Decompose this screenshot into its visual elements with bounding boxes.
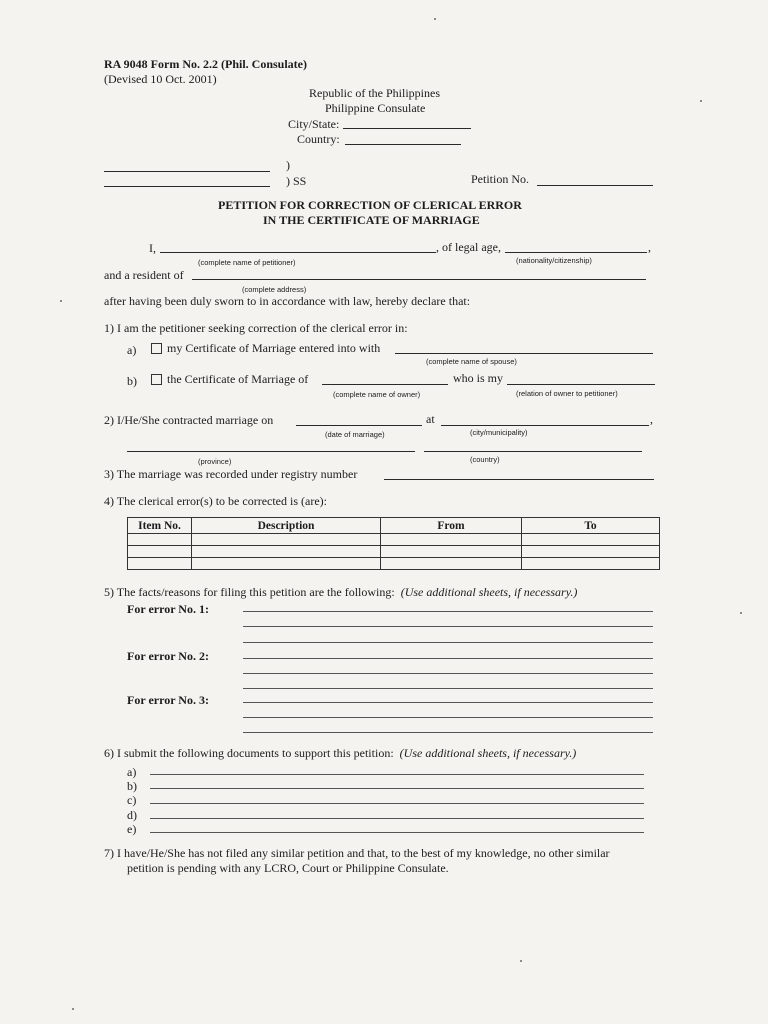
error-table-header — [128, 518, 660, 534]
doc-line-e[interactable] — [150, 832, 644, 833]
item2-text: 2) I/He/She contracted marriage on — [104, 413, 274, 427]
error-table — [127, 517, 660, 570]
scan-speck — [740, 612, 742, 614]
table-cell[interactable] — [192, 534, 381, 546]
doc-label-c: c) — [127, 793, 137, 807]
doc-label-a: a) — [127, 765, 137, 779]
table-cell[interactable] — [381, 534, 522, 546]
doc-line-a[interactable] — [150, 774, 644, 775]
country-field[interactable] — [345, 144, 461, 145]
country-label: Country: — [297, 132, 340, 146]
republic-heading: Republic of the Philippines — [309, 86, 440, 100]
table-cell[interactable] — [128, 546, 192, 558]
item2-at: at — [426, 412, 435, 426]
item6-label: 6) I submit the following documents to support this petition: — [104, 746, 394, 760]
relation-hint: (relation of owner to petitioner) — [516, 389, 618, 398]
error2-label: For error No. 2: — [127, 649, 209, 663]
country-of-marriage-field[interactable] — [424, 451, 642, 452]
item7-line2: petition is pending with any LCRO, Court or Philippine Consulate. — [127, 861, 449, 875]
scan-speck — [434, 18, 436, 20]
scan-speck — [520, 960, 522, 962]
address-hint: (complete address) — [242, 285, 307, 294]
city-state-label: City/State: — [288, 117, 340, 131]
date-hint: (date of marriage) — [325, 430, 385, 439]
form-revision: (Devised 10 Oct. 2001) — [104, 72, 217, 86]
item6-note: (Use additional sheets, if necessary.) — [399, 746, 577, 760]
nationality-hint: (nationality/citizenship) — [516, 256, 592, 265]
col-from: From — [381, 518, 522, 534]
resident-label: and a resident of — [104, 268, 184, 282]
item5-text — [104, 585, 577, 600]
item1a-text: my Certificate of Marriage entered into with — [167, 341, 381, 355]
table-row — [128, 546, 660, 558]
table-cell[interactable] — [522, 534, 660, 546]
petition-no-label: Petition No. — [471, 172, 530, 186]
table-row — [128, 558, 660, 570]
sworn-statement: after having been duly sworn to in accordance with law, hereby declare that: — [104, 294, 471, 308]
form-title-line1: PETITION FOR CORRECTION OF CLERICAL ERROR — [218, 198, 522, 212]
legal-age-label: , of legal age, — [436, 240, 501, 254]
city-state-field[interactable] — [343, 128, 471, 129]
error2-line-3[interactable] — [243, 688, 653, 689]
error3-line-1[interactable] — [243, 702, 653, 703]
province-field[interactable] — [127, 451, 415, 452]
item1a-checkbox[interactable] — [151, 343, 162, 354]
table-cell[interactable] — [522, 558, 660, 570]
form-title-line2: IN THE CERTIFICATE OF MARRIAGE — [263, 213, 480, 227]
item3-text: 3) The marriage was recorded under registry number — [104, 467, 358, 481]
error2-line-1[interactable] — [243, 658, 653, 659]
relation-field[interactable] — [507, 384, 655, 385]
table-cell[interactable] — [381, 546, 522, 558]
caption-paren: ) — [286, 158, 290, 172]
table-cell[interactable] — [522, 546, 660, 558]
spouse-name-field[interactable] — [395, 353, 653, 354]
table-row — [128, 534, 660, 546]
ss-label: ) SS — [286, 174, 307, 188]
item1-text: 1) I am the petitioner seeking correction of the clerical error in: — [104, 321, 408, 335]
consulate-heading: Philippine Consulate — [325, 101, 426, 115]
venue-field-2[interactable] — [104, 186, 270, 187]
error3-line-3[interactable] — [243, 732, 653, 733]
item6-text — [104, 746, 576, 761]
owner-hint: (complete name of owner) — [333, 390, 421, 399]
table-cell[interactable] — [128, 534, 192, 546]
item2-comma: , — [650, 412, 653, 426]
spouse-hint: (complete name of spouse) — [426, 357, 517, 366]
owner-name-field[interactable] — [322, 384, 448, 385]
col-item-no: Item No. — [128, 518, 192, 534]
item5-note: (Use additional sheets, if necessary.) — [400, 585, 578, 599]
city-hint: (city/municipality) — [470, 428, 528, 437]
table-cell[interactable] — [381, 558, 522, 570]
country-hint: (country) — [470, 455, 500, 464]
item5-label: 5) The facts/reasons for filing this petition are the following: — [104, 585, 395, 599]
item1b-text: the Certificate of Marriage of — [167, 372, 309, 386]
col-description: Description — [192, 518, 381, 534]
error1-line-3[interactable] — [243, 642, 653, 643]
registry-number-field[interactable] — [384, 479, 654, 480]
address-field[interactable] — [192, 279, 646, 280]
i-label: I, — [149, 241, 156, 255]
scan-speck — [700, 100, 702, 102]
table-cell[interactable] — [192, 558, 381, 570]
table-cell[interactable] — [128, 558, 192, 570]
doc-label-b: b) — [127, 779, 137, 793]
province-hint: (province) — [198, 457, 232, 466]
petitioner-hint: (complete name of petitioner) — [198, 258, 296, 267]
error3-line-2[interactable] — [243, 717, 653, 718]
table-cell[interactable] — [192, 546, 381, 558]
doc-line-c[interactable] — [150, 803, 644, 804]
error3-label: For error No. 3: — [127, 693, 209, 707]
intro-comma: , — [648, 240, 651, 254]
doc-label-d: d) — [127, 808, 137, 822]
error1-line-2[interactable] — [243, 626, 653, 627]
city-municipality-field[interactable] — [441, 425, 649, 426]
error2-line-2[interactable] — [243, 673, 653, 674]
marriage-date-field[interactable] — [296, 425, 422, 426]
petitioner-name-field[interactable] — [160, 252, 436, 253]
error1-line-1[interactable] — [243, 611, 653, 612]
col-to: To — [522, 518, 660, 534]
doc-line-b[interactable] — [150, 788, 644, 789]
item7-line1: 7) I have/He/She has not filed any similar petition and that, to the best of my knowledge, no other similar — [104, 846, 610, 860]
nationality-field[interactable] — [505, 252, 647, 253]
scan-speck — [60, 300, 62, 302]
petition-no-field[interactable] — [537, 185, 653, 186]
venue-field-1[interactable] — [104, 171, 270, 172]
form-number: RA 9048 Form No. 2.2 (Phil. Consulate) — [104, 57, 307, 71]
doc-line-d[interactable] — [150, 818, 644, 819]
item4-text: 4) The clerical error(s) to be corrected is (are): — [104, 494, 327, 508]
error1-label: For error No. 1: — [127, 602, 209, 616]
who-is-my-label: who is my — [453, 371, 504, 385]
doc-label-e: e) — [127, 822, 137, 836]
item1b-checkbox[interactable] — [151, 374, 162, 385]
scan-speck — [72, 1008, 74, 1010]
item1a-label: a) — [127, 343, 137, 357]
item1b-label: b) — [127, 374, 137, 388]
